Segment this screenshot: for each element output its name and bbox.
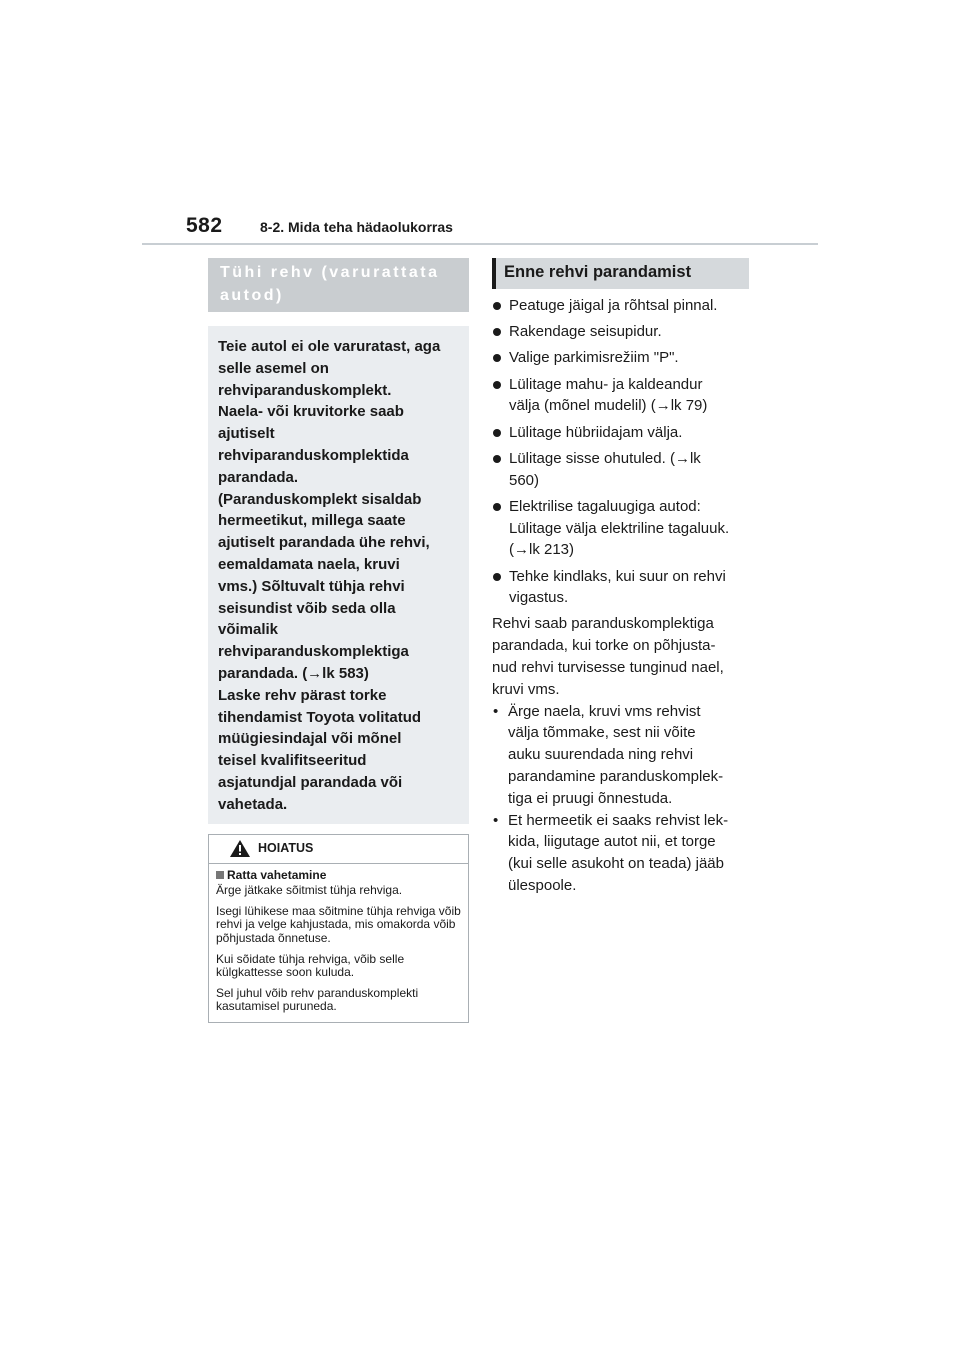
list-item: [492, 448, 749, 492]
before-repair-heading: [492, 258, 749, 289]
notice-line: seisundist võib seda olla: [218, 599, 396, 617]
note-line: Ärge naela, kruvi vms rehvist: [508, 702, 701, 720]
warning-paragraph: Kui sõidate tühja rehviga, võib selle külgkattesse soon kuluda.: [216, 951, 405, 980]
list-item: [492, 496, 749, 561]
note-line: ülespoole.: [508, 877, 577, 895]
bullet-icon: [493, 302, 501, 310]
list-item: [492, 374, 749, 418]
list-item-line: Lülitage hübriidajam välja.: [509, 423, 683, 441]
warning-paragraph: Isegi lühikese maa sõitmine tühja rehviga võib rehvi ja velge kahjustada, mis omakorda võib põhjustada õnnetuse.: [216, 903, 461, 945]
list-item-line: Lülitage mahu- ja kaldeandur: [509, 375, 703, 393]
notice-line: müügiesindajal või mõnel: [218, 730, 402, 748]
list-item-line: Elektrilise tagaluugiga autod:: [509, 497, 701, 515]
paragraph-line: nud rehvi turvisesse tunginud nael,: [492, 659, 724, 677]
notice-line: rehviparanduskomplektida: [218, 446, 409, 464]
paragraph-line: parandada, kui torke on põhjusta-: [492, 637, 716, 655]
warning-header: [209, 835, 468, 864]
note-line: Et hermeetik ei saaks rehvist lek-: [508, 811, 729, 829]
list-item-line: Peatuge jäigal ja rõhtsal pinnal.: [509, 297, 718, 314]
list-item-line: Lülitage sisse ohutuled. (→lk: [509, 449, 701, 467]
list-item-line: välja (mõnel mudelil) (→lk 79): [509, 397, 708, 415]
notice-line: vms.) Sõltuvalt tühja rehvi: [218, 577, 405, 595]
notice-line: võimalik: [218, 621, 279, 639]
notice-line: parandada.: [218, 468, 299, 486]
list-item-line: Tehke kindlaks, kui suur on rehvi: [509, 567, 726, 585]
notice-line: Teie autol ei ole varuratast, aga: [218, 338, 441, 355]
list-item: [492, 295, 749, 317]
paragraph-line: kruvi vms.: [492, 680, 560, 698]
note-line: auku suurendada ning rehvi: [508, 746, 694, 764]
note-line: (kui selle asukoht on teada) jääb: [508, 855, 724, 873]
note-item: [492, 810, 749, 897]
warning-subheading: [216, 869, 462, 883]
warning-subheading-text: Ratta vahetamine: [227, 867, 327, 882]
notice-line: ajutiselt parandada ühe rehvi,: [218, 534, 430, 552]
warning-paragraph: Sel juhul võib rehv paranduskomplekti kasutamisel puruneda.: [216, 985, 419, 1014]
list-item-line: Lülitage välja elektriline tagaluuk.: [509, 519, 730, 537]
notice-line: rehviparanduskomplekt.: [218, 381, 392, 399]
notice-line: ajutiselt: [218, 425, 275, 443]
warning-title: HOIATUS: [258, 840, 314, 855]
bullet-icon: [493, 455, 501, 463]
heading-text: Enne rehvi parandamist: [504, 263, 692, 281]
notice-line: tihendamist Toyota volitatud: [218, 708, 422, 726]
note-line: tiga ei pruugi õnnestuda.: [508, 789, 673, 807]
note-item: [492, 701, 749, 810]
bullet-icon: [493, 354, 501, 362]
list-item-line: (→lk 213): [509, 541, 575, 559]
bullet-icon: [493, 429, 501, 437]
heading-line: autod): [220, 287, 284, 304]
list-item-line: vigastus.: [509, 589, 569, 607]
left-column: [208, 258, 469, 1023]
list-item: [492, 566, 749, 610]
square-bullet-icon: [216, 871, 224, 879]
notice-line: vahetada.: [218, 795, 288, 813]
list-item-line: Rakendage seisupidur.: [509, 323, 662, 341]
repair-kit-notice: [208, 326, 469, 824]
paragraph-line: Rehvi saab paranduskomplektiga: [492, 615, 714, 633]
note-bullet: •: [493, 811, 499, 829]
notice-line: asjatundjal parandada või: [218, 773, 403, 791]
list-item: [492, 347, 749, 369]
notice-line: (Paranduskomplekt sisaldab: [218, 490, 422, 508]
notice-line: Naela- või kruvitorke saab: [218, 403, 404, 421]
notice-line: parandada. (→lk 583): [218, 664, 369, 682]
notice-line: rehviparanduskomplektiga: [218, 643, 409, 661]
repair-paragraph: [492, 613, 749, 700]
preparation-list: [492, 295, 749, 609]
section-title: 8-2. Mida teha hädaolukorras: [260, 219, 453, 235]
note-line: kida, liigutage autot nii, et torge: [508, 833, 716, 851]
warning-box: [208, 834, 469, 1023]
list-item-line: Valige parkimisrežiim "P".: [509, 349, 679, 367]
right-column: [492, 258, 749, 897]
list-item: [492, 321, 749, 343]
page-number: 582: [186, 214, 223, 237]
warning-triangle-icon: [229, 839, 251, 858]
bullet-icon: [493, 573, 501, 581]
heading-line: Tühi rehv (varurattata: [220, 264, 440, 281]
note-line: parandamine paranduskomplek-: [508, 768, 724, 786]
list-item: [492, 422, 749, 444]
warning-paragraph: Ärge jätkake sõitmist tühja rehviga.: [216, 883, 403, 898]
header-divider: [142, 243, 818, 245]
notice-line: teisel kvalifitseeritud: [218, 752, 367, 770]
note-line: välja tõmmake, sest nii võite: [508, 724, 696, 742]
bullet-icon: [493, 328, 501, 336]
notice-line: Laske rehv pärast torke: [218, 686, 387, 704]
notice-line: eemaldamata naela, kruvi: [218, 555, 400, 573]
notice-line: selle asemel on: [218, 359, 329, 377]
list-item-line: 560): [509, 471, 540, 489]
bullet-icon: [493, 503, 501, 511]
notice-line: hermeetikut, millega saate: [218, 512, 406, 530]
bullet-icon: [493, 381, 501, 389]
warning-body: [209, 864, 468, 1022]
note-bullet: •: [493, 702, 499, 720]
flat-tire-heading: [208, 258, 469, 312]
